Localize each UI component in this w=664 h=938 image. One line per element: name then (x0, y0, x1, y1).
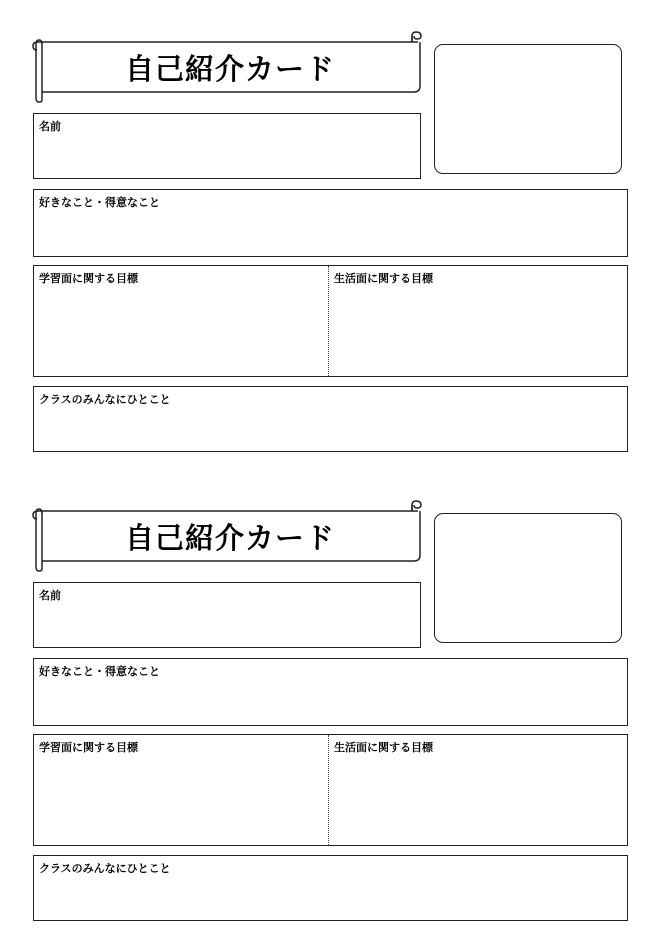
card-title: 自己紹介カード (124, 521, 335, 555)
life-goal-label: 生活面に関する目標 (334, 741, 433, 754)
goals-section (33, 734, 628, 846)
class-message-field[interactable] (33, 855, 628, 921)
class-message-label: クラスのみんなにひとこと (39, 862, 171, 875)
goals-divider (328, 735, 329, 845)
likes-field[interactable] (33, 658, 628, 726)
self-introduction-card (0, 469, 664, 938)
card-title: 自己紹介カード (124, 52, 335, 86)
goals-divider (328, 266, 329, 376)
life-goal-label: 生活面に関する目標 (334, 272, 433, 285)
photo-frame[interactable] (434, 44, 622, 174)
likes-label: 好きなこと・得意なこと (39, 665, 160, 678)
likes-field[interactable] (33, 189, 628, 257)
class-message-field[interactable] (33, 386, 628, 452)
likes-label: 好きなこと・得意なこと (39, 196, 160, 209)
goals-section (33, 265, 628, 377)
name-field[interactable] (33, 582, 421, 648)
study-goal-label: 学習面に関する目標 (39, 272, 138, 285)
name-label: 名前 (39, 120, 61, 133)
photo-frame[interactable] (434, 513, 622, 643)
study-goal-label: 学習面に関する目標 (39, 741, 138, 754)
name-field[interactable] (33, 113, 421, 179)
name-label: 名前 (39, 589, 61, 602)
class-message-label: クラスのみんなにひとこと (39, 393, 171, 406)
